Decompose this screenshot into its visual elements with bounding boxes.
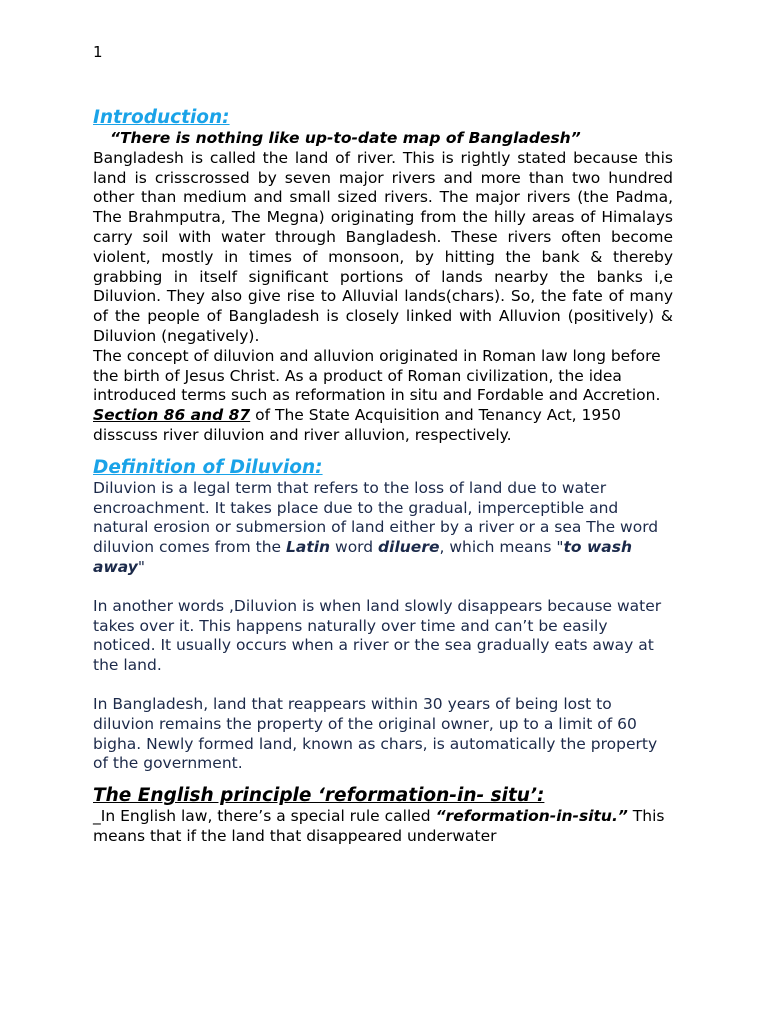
definition-paragraph-1 <box>93 479 673 578</box>
english-principle-text-start: _In English law, there’s a special rule called <box>93 807 436 826</box>
document-body <box>93 106 673 847</box>
to-wash-away-term: to wash away <box>93 538 633 576</box>
definition-text-start: Diluvion is a legal term that refers to the loss of land due to water encroachment. It takes place due to the gradual, imperceptible and natural erosion or submersion of land either by a river or a sea The word diluvion comes from the <box>93 478 659 557</box>
page-number: 1 <box>93 43 103 61</box>
introduction-paragraph-2: The concept of diluvion and alluvion originated in Roman law long before the birth of Jesus Christ. As a product of Roman civilization, the idea introduced terms such as reformation in situ and Fordable and Accretion. <box>93 346 661 405</box>
definition-paragraph-3: In Bangladesh, land that reappears within 30 years of being lost to diluvion remains the property of the original owner, up to a limit of 60 bigha. Newly formed land, known as chars, is automatically the property of the government. <box>93 694 658 773</box>
introduction-paragraph-3 <box>93 406 673 446</box>
close-quote: " <box>137 557 146 576</box>
latin-term: Latin <box>286 538 331 557</box>
word-text: word <box>330 538 379 557</box>
introduction-heading: Introduction: <box>93 107 230 128</box>
introduction-quote: “There is nothing like up-to-date map of Bangladesh” <box>110 129 581 147</box>
introduction-paragraph-1: Bangladesh is called the land of river. This is rightly stated because this land is crisscrossed by seven major rivers and more than two hundred other than medium and small sized rivers. The major rivers (the Padma, The Brahmputra, The Megna) originating from the hilly areas of Himalays carry soil with water through Bangladesh. These rivers often become violent, mostly in times of monsoon, by hitting the bank & thereby grabbing in itself significant portions of lands nearby the banks i,e Diluvion. They also give rise to Alluvial lands(chars). So, the fate of many of the people of Bangladesh is closely linked with Alluvion (positively) & Diluvion (negatively). <box>93 148 673 345</box>
definition-paragraph-2: In another words ,Diluvion is when land slowly disappears because water takes over it. This happens naturally over time and can’t be easily noticed. It usually occurs when a river or the sea gradually eats away at the land. <box>93 596 662 675</box>
diluere-term: diluere <box>378 538 440 557</box>
definition-heading: Definition of Diluvion: <box>93 456 323 478</box>
english-principle-text-rest: This means that if the land that disappeared underwater <box>93 807 665 845</box>
english-principle-heading: The English principle ‘reformation-in- situ’: <box>93 785 545 807</box>
which-means-text: , which means " <box>439 538 564 557</box>
section-reference: Section 86 and 87 <box>93 406 251 425</box>
section-reference-text: of The State Acquisition and Tenancy Act, 1950 disscuss river diluvion and river alluvion, respectively. <box>93 406 621 444</box>
reformation-term: “reformation-in-situ.” <box>435 807 628 826</box>
english-principle-paragraph <box>93 807 673 847</box>
